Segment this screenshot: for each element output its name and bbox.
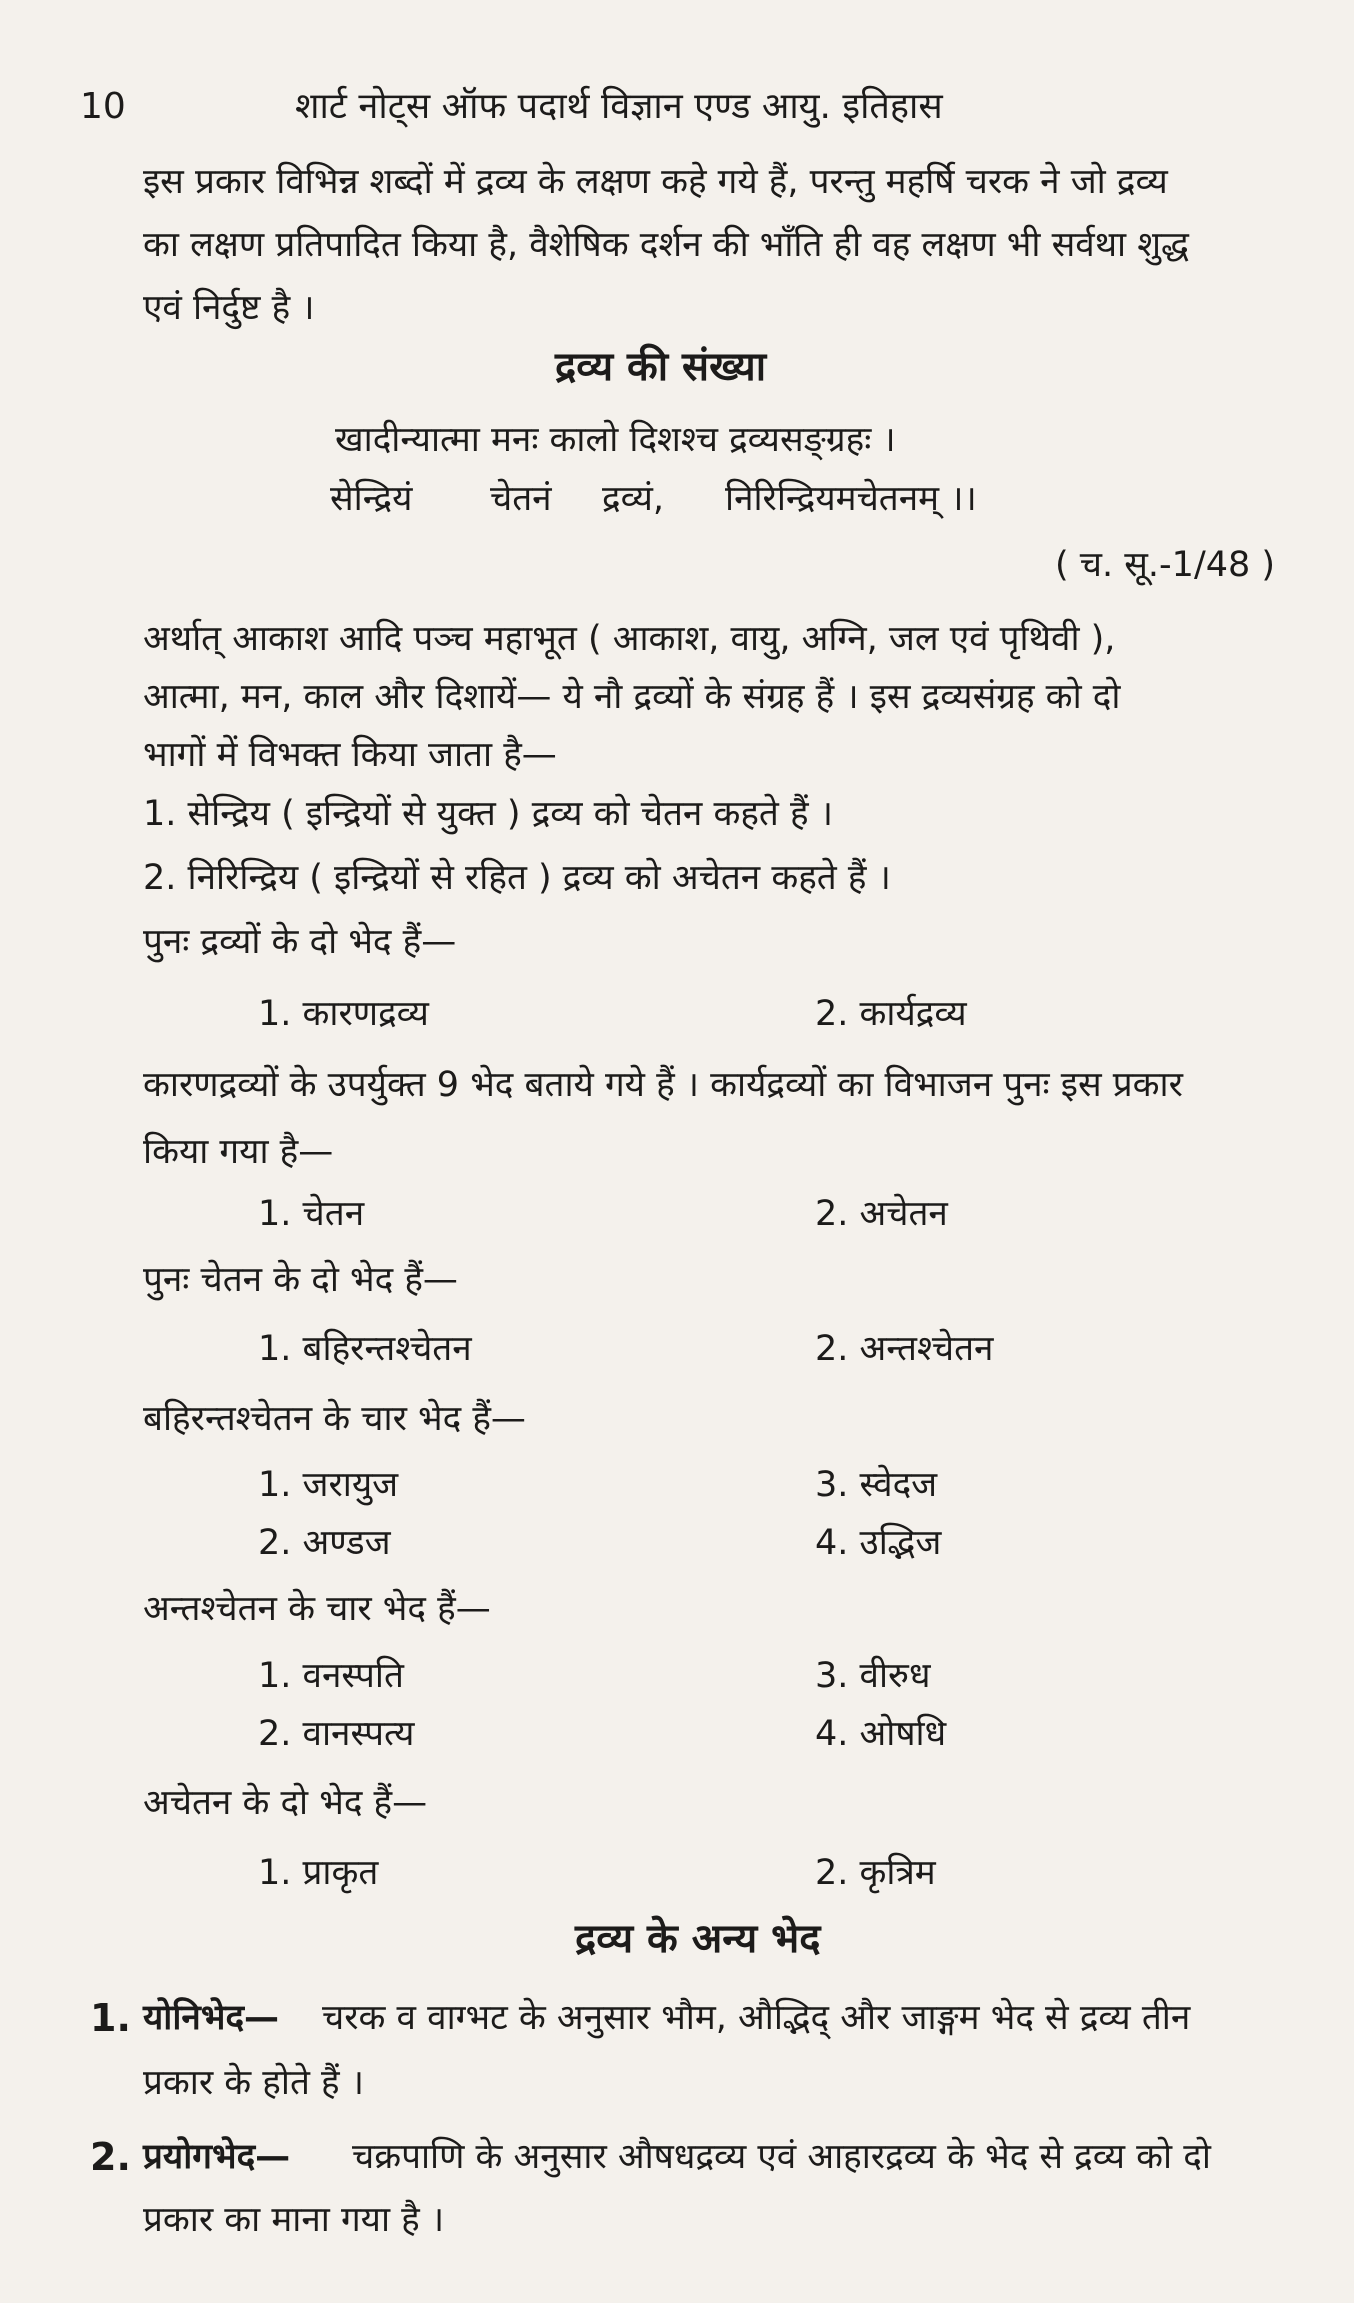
subsection-intro: अचेतन के दो भेद हैं—: [143, 1783, 428, 1823]
shloka-word: चेतनं: [490, 479, 552, 519]
page-number: 10: [80, 86, 126, 127]
paragraph-line: अर्थात् आकाश आदि पञ्च महाभूत ( आकाश, वायु, अग्नि, जल एवं पृथिवी ),: [143, 619, 1116, 659]
subsection-intro: बहिरन्तश्चेतन के चार भेद हैं—: [143, 1399, 526, 1439]
numbered-point: 2. निरिन्द्रिय ( इन्द्रियों से रहित ) द्रव्य को अचेतन कहते हैं ।: [143, 858, 891, 898]
list-item: 1. वनस्पति: [258, 1656, 404, 1696]
item-number: 1.: [90, 1996, 131, 2040]
item-text: प्रकार का माना गया है ।: [143, 2200, 445, 2240]
item-term: योनिभेद—: [143, 1998, 280, 2038]
list-item: 1. प्राकृत: [258, 1853, 379, 1893]
section-heading: द्रव्य के अन्य भेद: [575, 1916, 821, 1962]
shloka-word: निरिन्द्रियमचेतनम् ।।: [725, 479, 977, 519]
paragraph-line: किया गया है—: [143, 1132, 334, 1172]
list-item: 4. उद्भिज: [815, 1523, 942, 1563]
section-heading: द्रव्य की संख्या: [555, 344, 767, 390]
item-number: 2.: [90, 2135, 131, 2179]
shloka-word: द्रव्यं,: [602, 479, 664, 519]
paragraph-line: आत्मा, मन, काल और दिशायें— ये नौ द्रव्यों के संग्रह हैं । इस द्रव्यसंग्रह को दो: [143, 677, 1121, 717]
numbered-point: 1. सेन्द्रिय ( इन्द्रियों से युक्त ) द्रव्य को चेतन कहते हैं ।: [143, 794, 833, 834]
subsection-intro: पुनः द्रव्यों के दो भेद हैं—: [143, 922, 457, 962]
paragraph-line: भागों में विभक्त किया जाता है—: [143, 735, 557, 775]
intro-line: एवं निर्दुष्ट है ।: [143, 288, 315, 328]
shloka-line: खादीन्यात्मा मनः कालो दिशश्च द्रव्यसङ्ग्रहः ।: [335, 420, 896, 460]
list-item: 1. बहिरन्तश्चेतन: [258, 1329, 472, 1369]
list-item: 3. स्वेदज: [815, 1465, 938, 1505]
paragraph-line: कारणद्रव्यों के उपर्युक्त 9 भेद बताये गये हैं । कार्यद्रव्यों का विभाजन पुनः इस प्रकार: [143, 1065, 1183, 1105]
subsection-intro: अन्तश्चेतन के चार भेद हैं—: [143, 1589, 491, 1629]
subsection-intro: पुनः चेतन के दो भेद हैं—: [143, 1260, 458, 1300]
list-item: 2. अण्डज: [258, 1523, 391, 1563]
shloka-word: सेन्द्रियं: [330, 479, 413, 519]
intro-line: का लक्षण प्रतिपादित किया है, वैशेषिक दर्शन की भाँति ही वह लक्षण भी सर्वथा शुद्ध: [143, 225, 1190, 265]
shloka-reference: ( च. सू.-1/48 ): [1055, 545, 1276, 585]
list-item: 4. ओषधि: [815, 1714, 947, 1754]
item-text: चरक व वाग्भट के अनुसार भौम, औद्भिद् और जाङ्गम भेद से द्रव्य तीन: [322, 1998, 1191, 2038]
list-item: 3. वीरुध: [815, 1656, 931, 1696]
list-item: 2. वानस्पत्य: [258, 1714, 415, 1754]
item-text: चक्रपाणि के अनुसार औषधद्रव्य एवं आहारद्रव्य के भेद से द्रव्य को दो: [352, 2137, 1211, 2177]
list-item: 2. अचेतन: [815, 1194, 948, 1234]
intro-line: इस प्रकार विभिन्न शब्दों में द्रव्य के लक्षण कहे गये हैं, परन्तु महर्षि चरक ने जो द्रव्य: [143, 162, 1168, 202]
list-item: 2. कार्यद्रव्य: [815, 994, 967, 1034]
item-term: प्रयोगभेद—: [143, 2137, 291, 2177]
list-item: 2. कृत्रिम: [815, 1853, 936, 1893]
list-item: 2. अन्तश्चेतन: [815, 1329, 994, 1369]
list-item: 1. कारणद्रव्य: [258, 994, 429, 1034]
item-text: प्रकार के होते हैं ।: [143, 2063, 365, 2103]
list-item: 1. जरायुज: [258, 1465, 399, 1505]
list-item: 1. चेतन: [258, 1194, 365, 1234]
running-title: शार्ट नोट्स ऑफ पदार्थ विज्ञान एण्ड आयु. इतिहास: [295, 86, 943, 127]
